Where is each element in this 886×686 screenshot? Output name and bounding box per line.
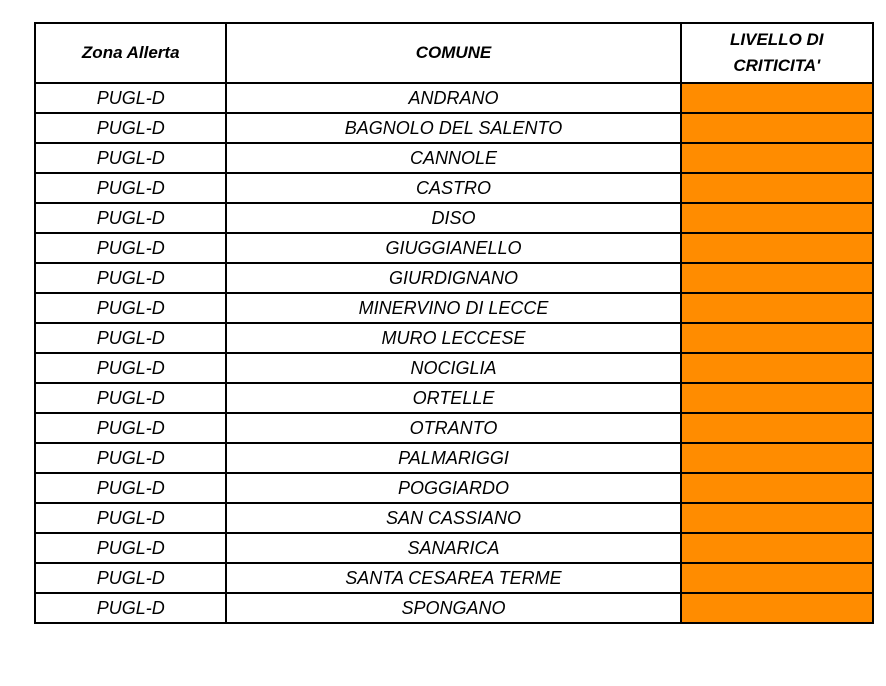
table-row [35, 323, 873, 353]
criticality-level-cell [681, 173, 873, 203]
criticality-level-cell [681, 263, 873, 293]
zone-cell: PUGL-D [35, 443, 226, 473]
zone-cell: PUGL-D [35, 113, 226, 143]
table-row [35, 293, 873, 323]
comune-cell: DISO [226, 203, 680, 233]
criticality-level-cell [681, 443, 873, 473]
zone-cell: PUGL-D [35, 383, 226, 413]
table-row [35, 563, 873, 593]
criticality-level-cell [681, 593, 873, 623]
zone-cell: PUGL-D [35, 233, 226, 263]
criticality-level-cell [681, 83, 873, 113]
comune-cell: GIUGGIANELLO [226, 233, 680, 263]
comune-cell: GIURDIGNANO [226, 263, 680, 293]
header-row [35, 23, 873, 83]
comune-cell: NOCIGLIA [226, 353, 680, 383]
criticality-level-cell [681, 503, 873, 533]
zone-cell: PUGL-D [35, 323, 226, 353]
table-row [35, 413, 873, 443]
criticality-level-cell [681, 533, 873, 563]
criticality-level-cell [681, 383, 873, 413]
table-row [35, 503, 873, 533]
header-comune: COMUNE [226, 23, 680, 83]
comune-cell: SPONGANO [226, 593, 680, 623]
comune-cell: SANARICA [226, 533, 680, 563]
comune-cell: MINERVINO DI LECCE [226, 293, 680, 323]
zone-cell: PUGL-D [35, 143, 226, 173]
comune-cell: ORTELLE [226, 383, 680, 413]
table-header [35, 23, 873, 83]
criticality-level-cell [681, 473, 873, 503]
zone-cell: PUGL-D [35, 173, 226, 203]
zone-cell: PUGL-D [35, 83, 226, 113]
table-row [35, 593, 873, 623]
table-body [35, 83, 873, 623]
table-row [35, 263, 873, 293]
zone-cell: PUGL-D [35, 473, 226, 503]
criticality-level-cell [681, 203, 873, 233]
comune-cell: MURO LECCESE [226, 323, 680, 353]
comune-cell: POGGIARDO [226, 473, 680, 503]
comune-cell: OTRANTO [226, 413, 680, 443]
header-level-line2: CRITICITA' [733, 56, 821, 75]
zone-cell: PUGL-D [35, 293, 226, 323]
table-row [35, 203, 873, 233]
table-row [35, 83, 873, 113]
comune-cell: CANNOLE [226, 143, 680, 173]
header-zone: Zona Allerta [35, 23, 226, 83]
header-level [681, 23, 873, 83]
alert-table [34, 22, 874, 624]
criticality-level-cell [681, 113, 873, 143]
comune-cell: CASTRO [226, 173, 680, 203]
table-row [35, 383, 873, 413]
zone-cell: PUGL-D [35, 563, 226, 593]
criticality-level-cell [681, 323, 873, 353]
comune-cell: SANTA CESAREA TERME [226, 563, 680, 593]
criticality-level-cell [681, 353, 873, 383]
zone-cell: PUGL-D [35, 533, 226, 563]
comune-cell: PALMARIGGI [226, 443, 680, 473]
comune-cell: SAN CASSIANO [226, 503, 680, 533]
zone-cell: PUGL-D [35, 413, 226, 443]
criticality-level-cell [681, 233, 873, 263]
zone-cell: PUGL-D [35, 593, 226, 623]
criticality-level-cell [681, 413, 873, 443]
header-level-line1: LIVELLO DI [730, 30, 824, 49]
criticality-level-cell [681, 143, 873, 173]
table-row [35, 353, 873, 383]
zone-cell: PUGL-D [35, 263, 226, 293]
comune-cell: BAGNOLO DEL SALENTO [226, 113, 680, 143]
comune-cell: ANDRANO [226, 83, 680, 113]
table-row [35, 143, 873, 173]
criticality-level-cell [681, 293, 873, 323]
zone-cell: PUGL-D [35, 353, 226, 383]
table-row [35, 533, 873, 563]
table-row [35, 233, 873, 263]
table-row [35, 473, 873, 503]
criticality-level-cell [681, 563, 873, 593]
table-row [35, 173, 873, 203]
zone-cell: PUGL-D [35, 203, 226, 233]
table-row [35, 443, 873, 473]
table-row [35, 113, 873, 143]
zone-cell: PUGL-D [35, 503, 226, 533]
